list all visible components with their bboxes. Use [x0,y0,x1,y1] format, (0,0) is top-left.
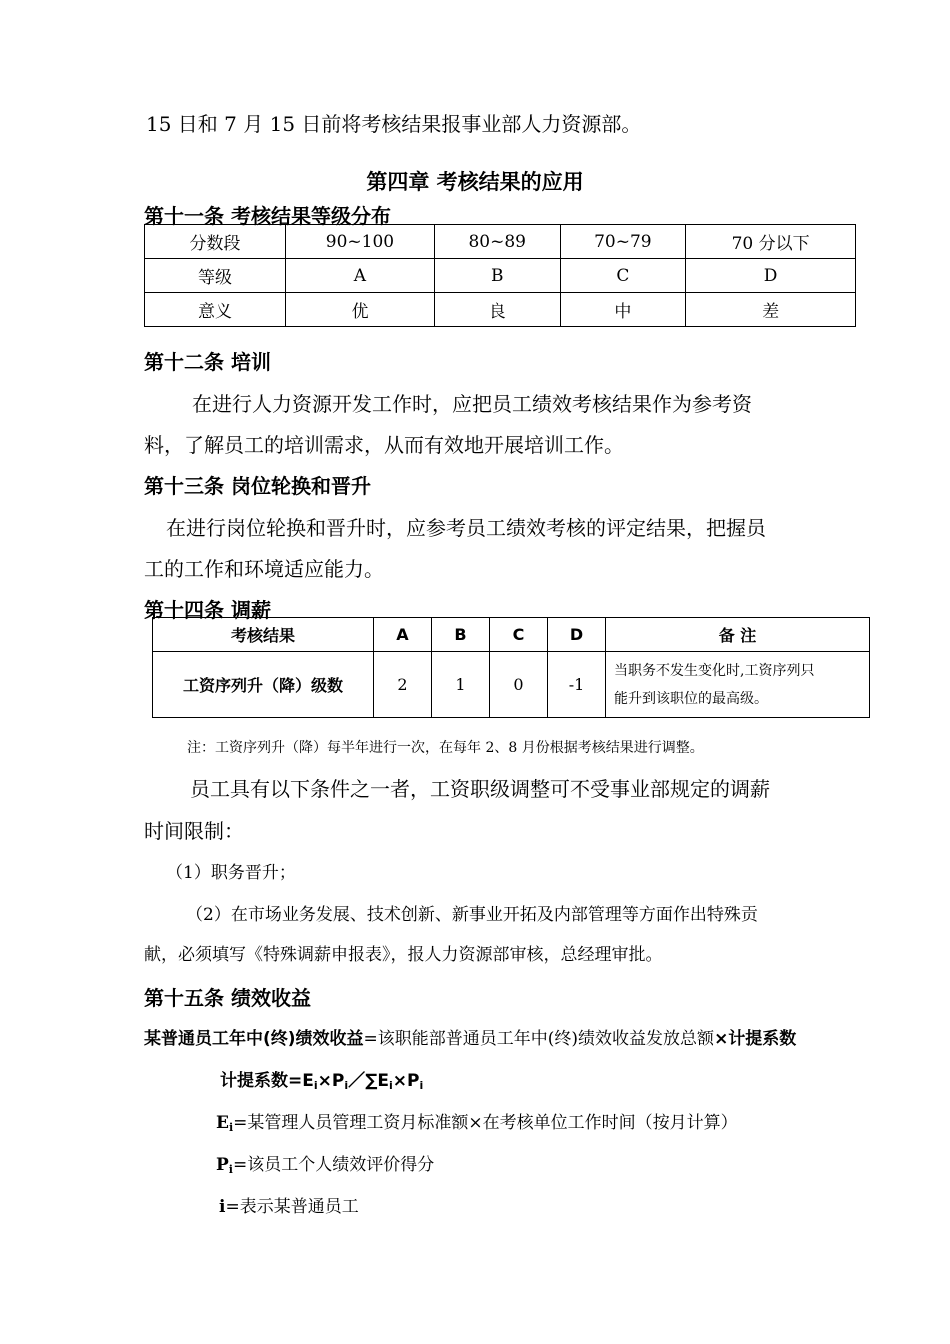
article-13-title: 第十三条 岗位轮换和晋升 [144,474,371,498]
chapter-title: 第四章 考核结果的应用 [366,170,584,194]
table-row [153,652,870,718]
article-12-title: 第十二条 培训 [144,350,271,374]
definition-text: =某管理人员管理工资月标准额×在考核单位工作时间（按月计算） [233,1113,738,1133]
table-cell: 优 [286,293,435,327]
income-formula [144,1024,796,1049]
table-row [145,225,856,259]
definition-p [216,1150,434,1176]
subscript: i [344,1079,349,1092]
formula-term: 计提系数=E [220,1071,314,1091]
remark-line: 能升到该职位的最高级。 [614,690,768,707]
article-13-line-1: 在进行岗位轮换和晋升时，应参考员工绩效考核的评定结果，把握员 [166,516,766,540]
table-cell: 工资序列升（降）级数 [153,652,374,718]
table-row [145,293,856,327]
formula-term: ×计提系数 [714,1029,797,1049]
table-cell: B [434,259,560,293]
table-cell: 1 [432,652,490,718]
table-row [145,259,856,293]
grade-distribution-table [144,224,856,327]
table-cell: A [286,259,435,293]
subscript: i [419,1079,424,1092]
table-cell: D [686,259,856,293]
table-cell: C [560,259,686,293]
table-cell: 70~79 [560,225,686,259]
article-13-line-2: 工的工作和环境适应能力。 [144,557,384,581]
symbol: E [216,1113,229,1133]
table-header-row [153,618,870,652]
formula-term: ×P [392,1071,420,1091]
table-cell: 90~100 [286,225,435,259]
definition-text: =该员工个人绩效评价得分 [232,1155,435,1175]
table-header-cell: D [548,618,606,652]
symbol: P [216,1155,229,1175]
table-header-cell: A [374,618,432,652]
coefficient-formula [220,1066,423,1092]
subscript: i [313,1079,318,1092]
symbol: i [219,1197,226,1217]
table-header-cell: B [432,618,490,652]
definition-i [219,1192,359,1217]
article-14-para-line-1: 员工具有以下条件之一者，工资职级调整可不受事业部规定的调薪 [190,777,770,801]
remark-line: 当职务不发生变化时,工资序列只 [614,662,815,679]
salary-adjustment-table [152,617,870,718]
salary-note: 注：工资序列升（降）每半年进行一次，在每年 2、8 月份根据考核结果进行调整。 [187,740,704,756]
table-cell: 差 [686,293,856,327]
article-12-line-2: 料，了解员工的培训需求，从而有效地开展培训工作。 [144,433,624,457]
subscript: i [228,1163,233,1176]
table-cell: 意义 [145,293,286,327]
definition-e [216,1108,738,1134]
table-cell: 2 [374,652,432,718]
table-cell: 分数段 [145,225,286,259]
list-item: （2）在市场业务发展、技术创新、新事业开拓及内部管理等方面作出特殊贡 [186,905,758,925]
table-cell: 80~89 [434,225,560,259]
table-cell: 等级 [145,259,286,293]
article-12-line-1: 在进行人力资源开发工作时，应把员工绩效考核结果作为参考资 [192,392,752,416]
formula-term: ／∑E [348,1071,389,1091]
subscript: i [228,1121,234,1134]
intro-line: 15 日和 7 月 15 日前将考核结果报事业部人力资源部。 [146,112,642,136]
table-cell: 良 [434,293,560,327]
table-header-cell: C [490,618,548,652]
remark-cell [606,652,870,718]
table-header-cell: 备 注 [606,618,870,652]
article-15-title: 第十五条 绩效收益 [144,986,311,1010]
article-11-title: 第十一条 考核结果等级分布 [144,204,391,228]
table-cell: -1 [548,652,606,718]
table-cell: 70 分以下 [686,225,856,259]
article-14-para-line-2: 时间限制： [144,819,244,843]
table-header-cell: 考核结果 [153,618,374,652]
definition-text: =表示某普通员工 [225,1197,359,1217]
article-14-title: 第十四条 调薪 [144,598,271,622]
formula-term: 某普通员工年中(终)绩效收益 [144,1029,364,1049]
table-cell: 0 [490,652,548,718]
table-cell: 中 [560,293,686,327]
list-item: （1）职务晋升； [166,863,296,883]
formula-term: ×P [317,1071,345,1091]
list-item-continuation: 献，必须填写《特殊调薪申报表》，报人力资源部审核，总经理审批。 [144,945,663,965]
formula-term: =该职能部普通员工年中(终)绩效收益发放总额 [363,1029,715,1049]
subscript: i [388,1079,393,1092]
